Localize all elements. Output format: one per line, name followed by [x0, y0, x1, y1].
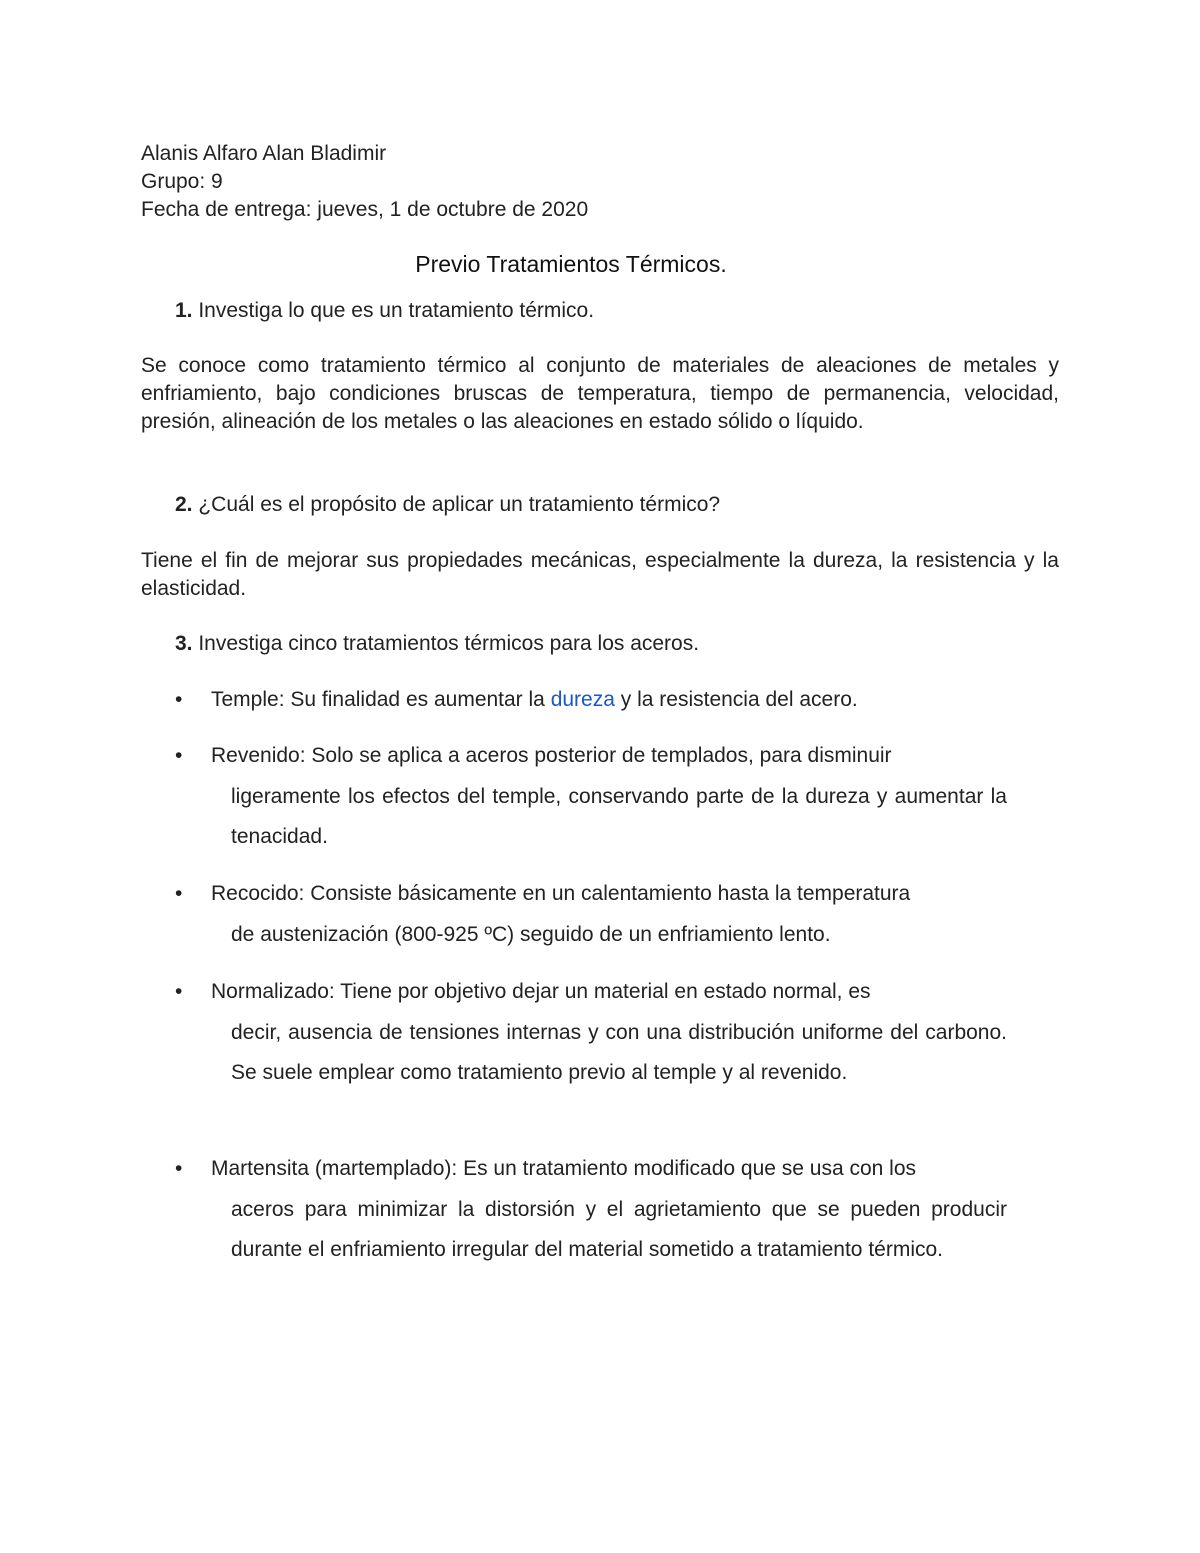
text-segment: y la resistencia del acero. [614, 688, 858, 711]
list-item-first-line: Recocido: Consiste básicamente en un calentamiento hasta la temperatura [211, 882, 911, 905]
dureza-link[interactable]: dureza [550, 688, 615, 711]
list-item-first-line: Martensita (martemplado): Es un tratamiento modificado que se usa con los [211, 1157, 917, 1180]
bullet-icon: • [175, 882, 183, 905]
list-item-revenido [175, 736, 1007, 858]
bullet-icon: • [175, 744, 183, 767]
text-segment: Temple: Su finalidad es aumentar la [211, 688, 551, 711]
answer-2: Tiene el fin de mejorar sus propiedades mecánicas, especialmente la dureza, la resistencia y la elasticidad. [141, 549, 1059, 600]
question-1 [175, 297, 594, 325]
question-text: Investiga cinco tratamientos térmicos para los aceros. [192, 632, 700, 655]
list-item-continuation: aceros para minimizar la distorsión y el agrietamiento que se pueden producir durante el enfriamiento irregular del material sometido a tratamiento térmico. [231, 1197, 1007, 1261]
list-item-continuation: ligeramente los efectos del temple, conservando parte de la dureza y aumentar la tenacidad. [231, 784, 1007, 848]
question-number: 1. [175, 299, 193, 322]
list-item-text [211, 680, 1007, 721]
list-item-continuation: de austenización (800-925 ºC) seguido de un enfriamiento lento. [231, 922, 831, 946]
list-item-continuation: decir, ausencia de tensiones internas y con una distribución uniforme del carbono. Se suele emplear como tratamiento previo al temple y al revenido. [231, 1020, 1007, 1084]
list-item-temple [175, 680, 1007, 721]
group-line: Grupo: 9 [141, 170, 223, 193]
question-2 [175, 491, 720, 519]
bullet-icon: • [175, 1157, 183, 1180]
delivery-date: Fecha de entrega: jueves, 1 de octubre de 2020 [141, 198, 589, 221]
list-item-first-line: Normalizado: Tiene por objetivo dejar un material en estado normal, es [211, 980, 871, 1003]
list-item-first-line: Revenido: Solo se aplica a aceros posterior de templados, para disminuir [211, 744, 892, 767]
question-text: ¿Cuál es el propósito de aplicar un tratamiento térmico? [192, 493, 721, 516]
question-number: 3. [175, 632, 193, 655]
document-title: Previo Tratamientos Térmicos. [415, 251, 727, 277]
bullet-icon: • [175, 688, 183, 711]
list-item-martensita [175, 1149, 1007, 1271]
student-name: Alanis Alfaro Alan Bladimir [141, 142, 387, 165]
answer-1: Se conoce como tratamiento térmico al conjunto de materiales de aleaciones de metales y enfriamiento, bajo condiciones bruscas de temperatura, tiempo de permanencia, velocidad, presión, alineación de los metales o las aleaciones en estado sólido o líquido. [141, 354, 1059, 433]
list-item-normalizado [175, 972, 1007, 1094]
bullet-icon: • [175, 980, 183, 1003]
question-number: 2. [175, 493, 193, 516]
question-3 [175, 630, 699, 658]
list-item-recocido [175, 874, 1007, 955]
question-text: Investiga lo que es un tratamiento térmico. [192, 299, 595, 322]
